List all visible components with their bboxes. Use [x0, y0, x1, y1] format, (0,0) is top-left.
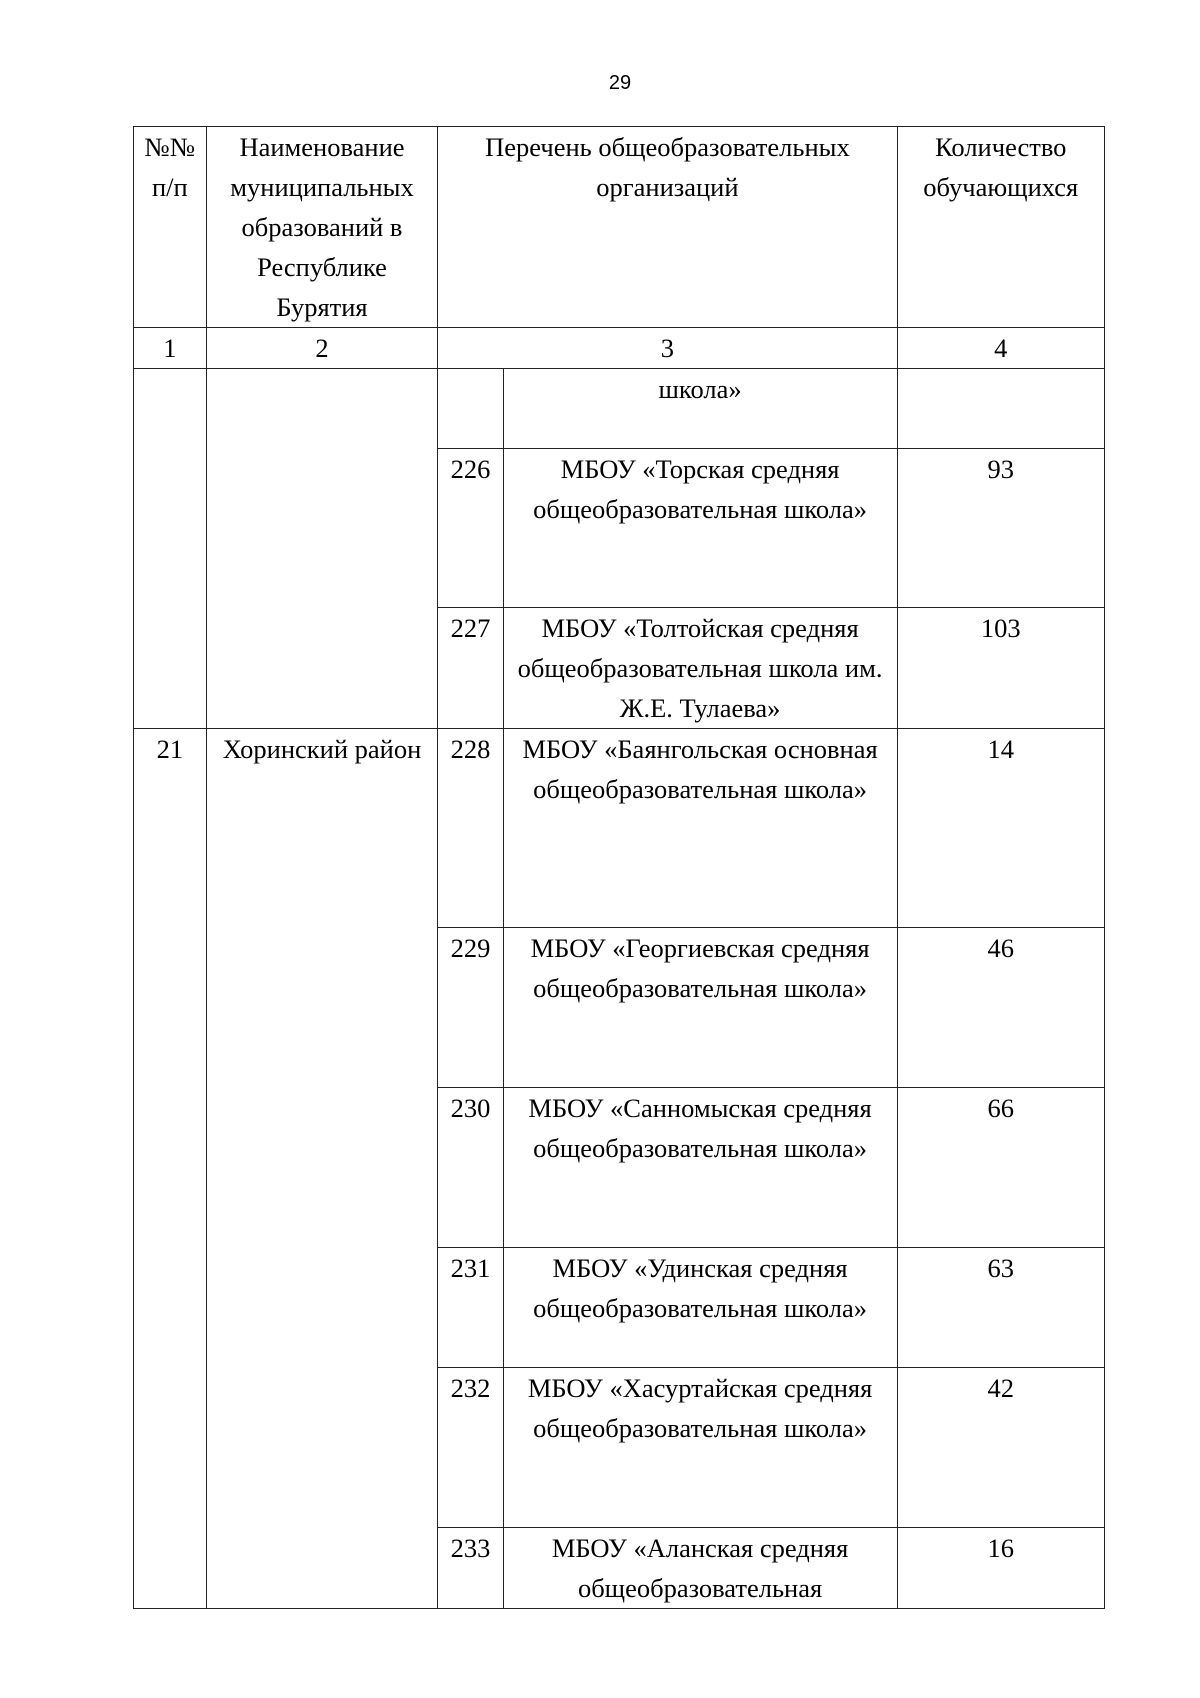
- header-col-organizations: Перечень общеобразовательных организаций: [438, 127, 897, 328]
- organization-cell: МБОУ «Хасуртайская средняя общеобразовательная школа»: [503, 1368, 897, 1528]
- district-cell: Хоринский район: [206, 729, 438, 1609]
- student-count-cell: 42: [897, 1368, 1105, 1528]
- header-col-number: №№ п/п: [134, 127, 207, 328]
- organization-cell: МБОУ «Торская средняя общеобразовательная школа»: [503, 449, 897, 608]
- numbering-cell: 4: [897, 328, 1105, 369]
- row-number-cell: 233: [438, 1528, 503, 1609]
- row-number-cell: [438, 369, 503, 449]
- header-col-municipality: Наименование муниципальных образований в Республике Бурятия: [206, 127, 438, 328]
- numbering-row: [134, 328, 1105, 369]
- numbering-cell: 3: [438, 328, 897, 369]
- student-count-cell: 46: [897, 928, 1105, 1088]
- table-row: [134, 729, 1105, 928]
- numbering-cell: 2: [206, 328, 438, 369]
- table-row: [134, 369, 1105, 449]
- organization-cell: МБОУ «Удинская средняя общеобразовательная школа»: [503, 1248, 897, 1368]
- student-count-cell: 93: [897, 449, 1105, 608]
- student-count-cell: 103: [897, 608, 1105, 729]
- organization-cell: школа»: [503, 369, 897, 449]
- row-number-cell: 227: [438, 608, 503, 729]
- organization-cell: МБОУ «Аланская средняя общеобразовательная: [503, 1528, 897, 1609]
- row-number-cell: 229: [438, 928, 503, 1088]
- district-cell: [206, 369, 438, 729]
- row-number-cell: 228: [438, 729, 503, 928]
- student-count-cell: 16: [897, 1528, 1105, 1609]
- page-number: 29: [608, 72, 632, 94]
- row-number-cell: 230: [438, 1088, 503, 1248]
- header-col-students: Количество обучающихся: [897, 127, 1105, 328]
- organization-cell: МБОУ «Баянгольская основная общеобразовательная школа»: [503, 729, 897, 928]
- row-number-cell: 231: [438, 1248, 503, 1368]
- header-row: [134, 127, 1105, 328]
- row-number-cell: 232: [438, 1368, 503, 1528]
- organization-cell: МБОУ «Санномыская средняя общеобразовательная школа»: [503, 1088, 897, 1248]
- numbering-cell: 1: [134, 328, 207, 369]
- row-number-cell: 226: [438, 449, 503, 608]
- organization-cell: МБОУ «Георгиевская средняя общеобразовательная школа»: [503, 928, 897, 1088]
- schools-table: [133, 126, 1105, 1609]
- student-count-cell: 14: [897, 729, 1105, 928]
- index-cell: 21: [134, 729, 207, 1609]
- student-count-cell: 66: [897, 1088, 1105, 1248]
- student-count-cell: 63: [897, 1248, 1105, 1368]
- organization-cell: МБОУ «Толтойская средняя общеобразовательная школа им. Ж.Е. Тулаева»: [503, 608, 897, 729]
- index-cell: [134, 369, 207, 729]
- student-count-cell: [897, 369, 1105, 449]
